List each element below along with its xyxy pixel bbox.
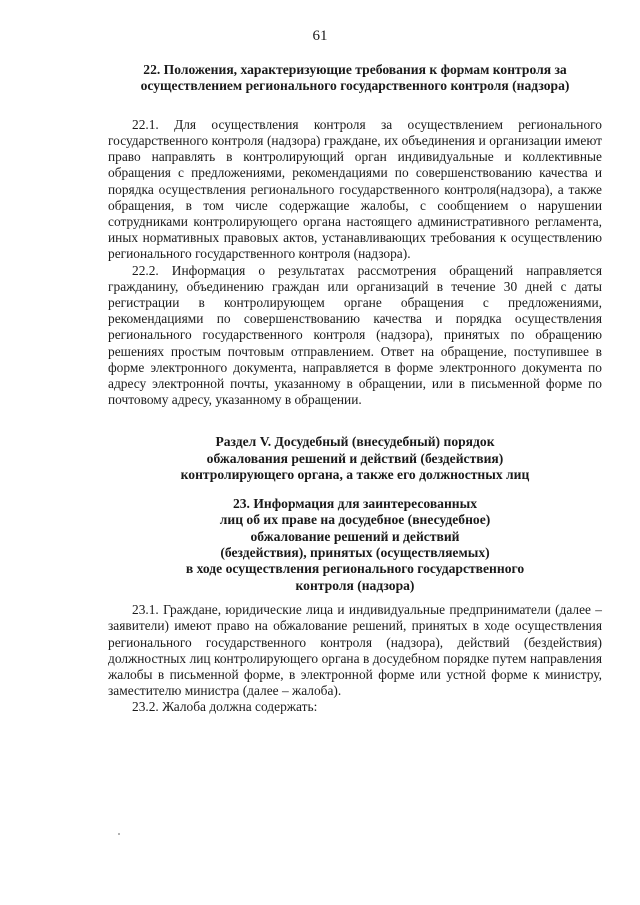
section-23-heading-line: 23. Информация для заинтересованных <box>232 495 478 511</box>
section-23-heading-line: обжалование решений и действий <box>250 528 460 544</box>
section-23-heading-line: контроля (надзора) <box>295 577 415 593</box>
section-v-heading-line: обжалования решений и действий (бездействия) <box>206 450 504 466</box>
section-23-heading-line: лиц об их праве на досудебное (внесудебное) <box>219 512 491 528</box>
section-v-heading-line: контролирующего органа, а также его должностных лиц <box>180 467 530 483</box>
scan-artifact-dot <box>118 833 120 835</box>
section-23-heading <box>108 496 602 594</box>
page-number: 61 <box>312 28 328 44</box>
paragraph-22-2: 22.2. Информация о результатах рассмотрения обращений направляется гражданину, объединению граждан или организаций в течение 30 дней с даты регистрации в контролирующем органе обращения с предложениями, рекомендациями по совершенствованию качества и порядка осуществления регионального государственного контроля (надзора), принятых по обращению решениях простым почтовым отправлением. Ответ на обращение, поступившее в форме электронного документа, направляется в форме электронного документа по адресу электронной почты, указанному в обращении, или в письменной форме по почтовому адресу, указанному в обращении. <box>108 262 602 408</box>
section-22-heading-line: осуществлением регионального государственного контроля (надзора) <box>140 78 570 94</box>
page-content <box>108 62 602 716</box>
section-v-heading <box>108 434 602 483</box>
section-23-heading-line: в ходе осуществления регионального государственного <box>185 561 525 577</box>
paragraph-23-1: 23.1. Граждане, юридические лица и индивидуальные предприниматели (далее – заявители) имеют право на обжалование решений, принятых в ходе осуществления регионального государственного контроля (надзора), действий (бездействия) должностных лиц контролирующего органа в досудебном порядке путем направления жалобы в письменной форме, в электронной форме или устной форме к министру, заместителю министра (далее – жалоба). <box>108 602 602 699</box>
section-22-heading <box>108 62 602 95</box>
section-22-heading-line: 22. Положения, характеризующие требования к формам контроля за <box>143 62 567 77</box>
paragraph-23-2: 23.2. Жалоба должна содержать: <box>132 699 318 715</box>
section-23-heading-line: (бездействия), принятых (осуществляемых) <box>220 544 490 560</box>
section-v-heading-line: Раздел V. Досудебный (внесудебный) порядок <box>215 434 495 450</box>
paragraph-22-1: 22.1. Для осуществления контроля за осуществлением регионального государственного контроля (надзора) граждане, их объединения и организации имеют право направлять в контролирующий орган индивидуальные и коллективные обращения с предложениями, рекомендациями по совершенствованию качества и порядка осуществления регионального государственного контроля(надзора), а также обращения, в том числе содержащие жалобы, с сообщением о нарушении сотрудниками контролирующего органа настоящего административного регламента, иных нормативных правовых актов, устанавливающих требования к осуществлению регионального государственного контроля (надзора). <box>108 116 602 262</box>
